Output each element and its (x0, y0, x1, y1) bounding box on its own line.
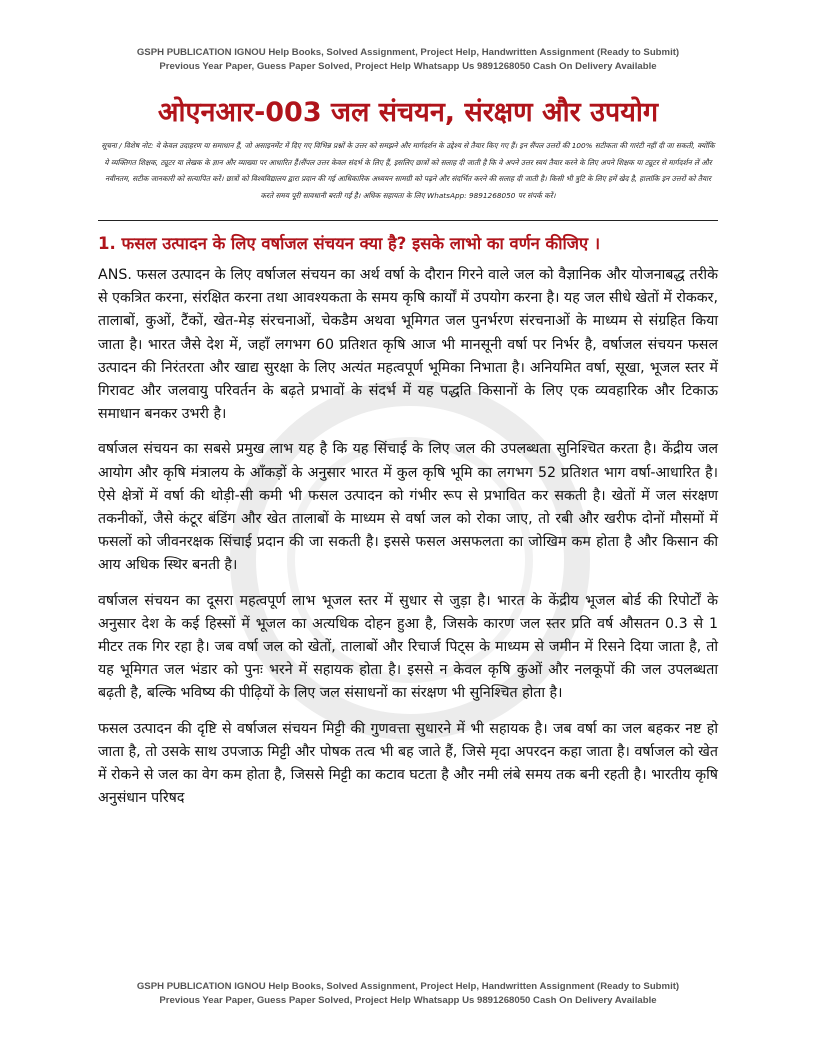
header-line-1: GSPH PUBLICATION IGNOU Help Books, Solved Assignment, Project Help, Handwritten Assignment (Ready to Submit) (136, 47, 680, 58)
document-title: ओएनआर-003 जल संचयन, संरक्षण और उपयोग (157, 97, 659, 128)
answer-paragraph: वर्षाजल संचयन का दूसरा महत्वपूर्ण लाभ भूजल स्तर में सुधार से जुड़ा है। भारत के केंद्रीय भूजल बोर्ड की रिपोर्टों के अनुसार देश के कई हिस्सों में भूजल का अत्यधिक दोहन हुआ है, जिसके कारण जल स्तर प्रति वर्ष औसतन 0.3 से 1 मीटर तक गिर रहा है। जब वर्षा जल को खेतों, तालाबों और रिचार्ज पिट्स के माध्यम से जमीन में रिसने दिया जाता है, तो यह भूमिगत जल भंडार को पुनः भरने में सहायक होता है। इससे न केवल कृषि कुओं और नलकूपों की जल उपलब्धता बढ़ती है, बल्कि भविष्य की पीढ़ियों के लिए जल संसाधनों का संरक्षण भी सुनिश्चित होता है। (98, 592, 718, 702)
page-footer (0, 980, 816, 1008)
header-line-2: Previous Year Paper, Guess Paper Solved, Project Help Whatsapp Us 9891268050 Cash On Delivery Available (159, 61, 657, 72)
divider-line (98, 220, 718, 221)
footer-line-1: GSPH PUBLICATION IGNOU Help Books, Solved Assignment, Project Help, Handwritten Assignment (Ready to Submit) (136, 981, 680, 992)
answer-paragraph: वर्षाजल संचयन का सबसे प्रमुख लाभ यह है कि यह सिंचाई के लिए जल की उपलब्धता सुनिश्चित करता है। केंद्रीय जल आयोग और कृषि मंत्रालय के आँकड़ों के अनुसार भारत में कुल कृषि भूमि का लगभग 52 प्रतिशत भाग वर्षा-आधारित है। ऐसे क्षेत्रों में वर्षा की थोड़ी-सी कमी भी फसल उत्पादन को गंभीर रूप से प्रभावित कर सकती है। खेतों में जल संरक्षण तकनीकों, जैसे कंटूर बंडिंग और खेत तालाबों के माध्यम से वर्षा जल को रोका जाए, तो रबी और खरीफ दोनों मौसमों में फसलों को जीवनरक्षक सिंचाई प्रदान की जा सकती है। इससे फसल असफलता का जोखिम कम होता है और किसान की आय अधिक स्थिर बनती है। (98, 441, 718, 574)
footer-mask (0, 920, 816, 980)
footer-line-2: Previous Year Paper, Guess Paper Solved, Project Help Whatsapp Us 9891268050 Cash On Delivery Available (159, 995, 657, 1006)
answer-body (98, 264, 718, 822)
answer-paragraph: फसल उत्पादन की दृष्टि से वर्षाजल संचयन मिट्टी की गुणवत्ता सुधारने में भी सहायक है। जब वर्षा का जल बहकर नष्ट हो जाता है, तो उसके साथ उपजाऊ मिट्टी और पोषक तत्व भी बह जाते हैं, जिसे मृदा अपरदन कहा जाता है। वर्षाजल को खेत में रोकने से जल का वेग कम होता है, जिससे मिट्टी का कटाव घटता है और नमी लंबे समय तक बनी रहती है। भारतीय कृषि अनुसंधान परिषद (98, 720, 718, 807)
answer-paragraph: ANS. फसल उत्पादन के लिए वर्षाजल संचयन का अर्थ वर्षा के दौरान गिरने वाले जल को वैज्ञानिक और योजनाबद्ध तरीके से एकत्रित करना, संरक्षित करना तथा आवश्यकता के समय कृषि कार्यों में उपयोग करना है। यह जल सीधे खेतों में रोककर, तालाबों, कुओं, टैंकों, खेत-मेड़ संरचनाओं, चेकडैम अथवा भूमिगत जल पुनर्भरण संरचनाओं के माध्यम से संग्रहित किया जाता है। भारत जैसे देश में, जहाँ लगभग 60 प्रतिशत कृषि आज भी मानसूनी वर्षा पर निर्भर है, वर्षाजल संचयन फसल उत्पादन की निरंतरता और खाद्य सुरक्षा के लिए अत्यंत महत्वपूर्ण भूमिका निभाता है। अनियमित वर्षा, सूखा, भूजल स्तर में गिरावट और जलवायु परिवर्तन के बढ़ते प्रभावों के संदर्भ में यह पद्धति किसानों के लिए एक व्यवहारिक और टिकाऊ समाधान बनकर उभरी है। (98, 267, 718, 423)
question-heading: 1. फसल उत्पादन के लिए वर्षाजल संचयन क्या है? इसके लाभो का वर्णन कीजिए । (98, 234, 601, 253)
page-header (0, 46, 816, 74)
disclaimer-notice: सूचना / विशेष नोट: ये केवल उदाहरण या समाधान हैं, जो असाइनमेंट में दिए गए विभिन्न प्रश्नों के उत्तर को समझने और मार्गदर्शन के उद्देश्य से तैयार किए गए हैं। इन सैंपल उत्तरों की 100% सटीकता की गारंटी नहीं दी जा सकती, क्योंकि ये व्यक्तिगत शिक्षक, ट्यूटर या लेखक के ज्ञान और व्याख्या पर आधारित हैं।सैंपल उत्तर केवल संदर्भ के लिए हैं, इसलिए छात्रों को सलाह दी जाती है कि वे अपने उत्तर स्वयं तैयार करने के लिए अपने शिक्षक या ट्यूटर से मार्गदर्शन लें और नवीनतम, सटीक जानकारी को सत्यापित करें। छात्रों को विश्वविद्यालय द्वारा प्रदान की गई आधिकारिक अध्ययन सामग्री को पढ़ने और संदर्भित करने की सलाह दी जाती है। किसी भी त्रुटि के लिए हमें खेद है, हालांकि इन उत्तरों को तैयार करते समय पूरी सावधानी बरती गई है। अधिक सहायता के लिए WhatsApp: 9891268050 पर संपर्क करें। (101, 141, 715, 200)
